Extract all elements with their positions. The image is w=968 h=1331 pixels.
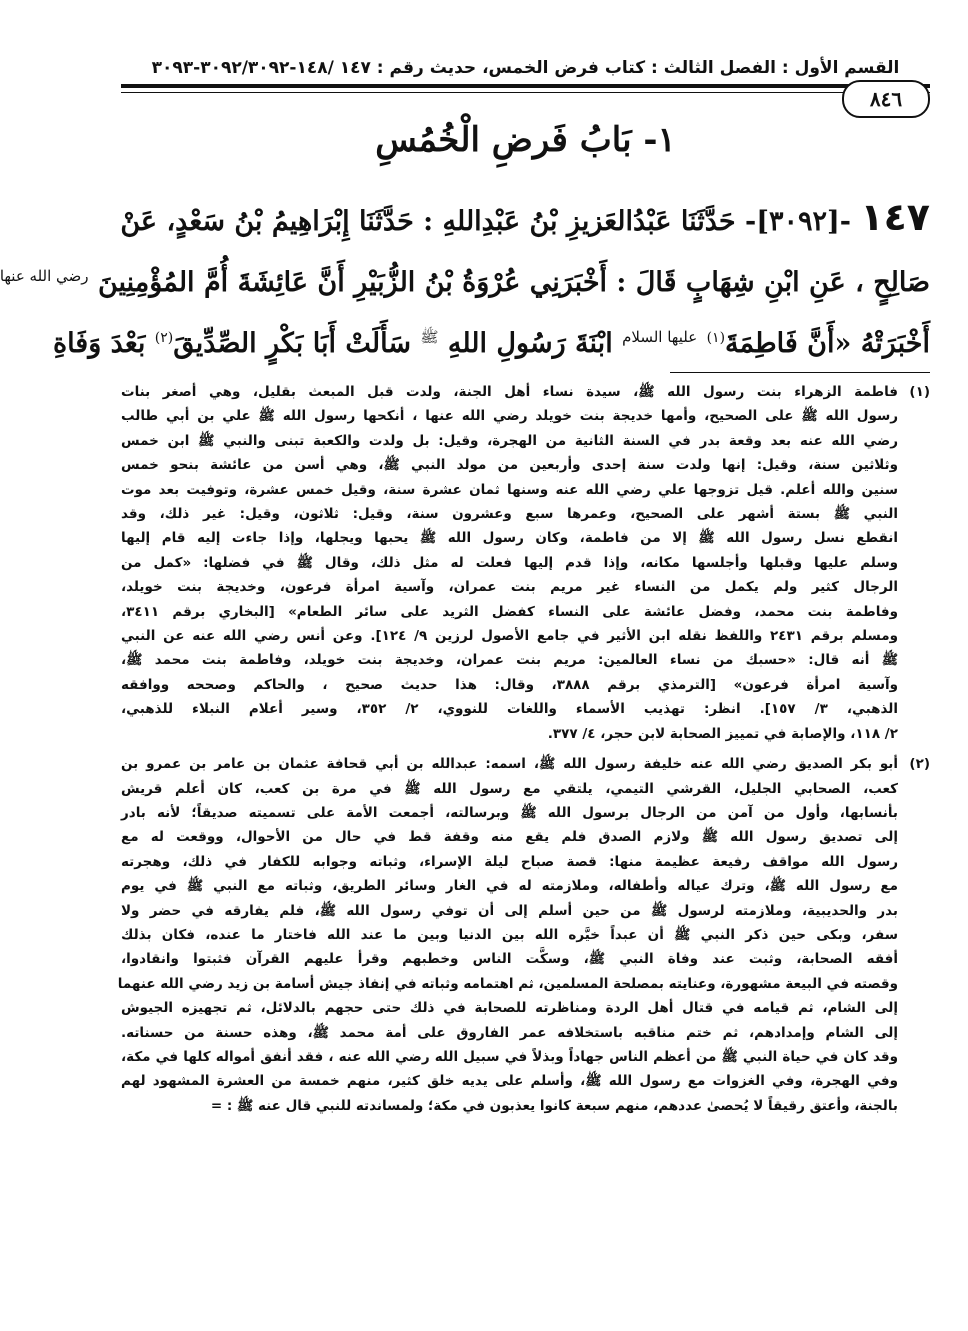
footnote-line: مع رسول الله ﷺ، وترك عياله وأطفاله، وملازمته له في الغار وسائر الطريق، وثباته مع النبي ﷺ في يوم [121, 878, 898, 895]
footnote-line: سفر، وبكى حين ذكر النبي ﷺ أن عبداً خيَّره الله بين الدنيا وبين ما عند الله فاختار ما عنده، فكان بذلك [121, 926, 898, 943]
footnote-line: وآسية امرأة فرعون» [الترمذي برقم ٣٨٨٨، وقال: هذا حديث صحيح ، والحاكم وصححه ووافقه [121, 676, 898, 693]
page-number-badge: ٨٤٦ [842, 80, 930, 118]
footnote-line: فاطمة الزهراء بنت رسول الله ﷺ، سيدة نساء أهل الجنة، ولدت قبل المبعث بقليل، وهي أصغر بنات [121, 384, 898, 400]
hadith-line-3-part-a: أَخْبَرَتْهُ «أَنَّ فَاطِمَةَ [725, 328, 930, 359]
footnote-line: رضي الله عنه بعد وقعة بدر في السنة الثانية من الهجرة، وقيل: بل ولدت والكعبة تبنى والنبي ﷺ ابن خمس [121, 432, 898, 449]
hadith-line-2 [0, 249, 930, 310]
footnote-line: وقد كان في حياة النبي ﷺ من أعظم الناس جهاداً وبذلاً في سبيل الله رضي الله عنه ، فقد أنفق أمواله كلها في مكة، [121, 1048, 898, 1065]
footnote-line: إلى الشام، ثم قيامه في قتال أهل الردة ومناظرته للصحابة في ذلك حتى حجهم بالدلائل، ثم تجهيزه الجيوش [121, 1000, 898, 1017]
honorific-mark: رضي الله عنها [0, 267, 89, 285]
honorific-mark: ﷺ [420, 328, 439, 346]
footnote-line: رسول الله مواقف رفيعة عظيمة منها: قصة صباح ليلة الإسراء، وثباته وجوابه للكفار في ذلك، وهجرته [121, 853, 898, 870]
footnote-line: سنين والله أعلم. قيل تزوجها علي رضي الله عنه وسنها ثمان عشرة سنة، وقيل خمس عشرة، وتوفيت بعد موت [121, 481, 898, 498]
footnote-line: بأنسابها، وأول من آمن من الرجال برسول الله ﷺ وبرسالته، أجمعت الأمة على تسميته صديقاً؛ لأنه بادر [121, 804, 898, 821]
footnote-line: ومسلم برقم ٢٤٣١ واللفظ نقله ابن الأثير في جامع الأصول لرزين ٩/ ١٢٤]. وعن أنس رضي الله عنه عن النبي [121, 628, 898, 645]
footnote-line: وسلم عليها وقبلها وأجلسها مكانه، وإذا قدم إليها فعلت له مثل ذلك، وقال ﷺ في فضلها: «كمل من [121, 554, 898, 571]
footnotes [117, 380, 930, 1118]
hadith-line-3-part-c: سَأَلَتْ أَبَا بَكْرٍ الصِّدِّيقَ [173, 328, 411, 359]
running-header: القسم الأول : الفصل الثالث : كتاب فرض الخمس، حديث رقم : ١٤٧ /١٤٨-٣٠٩٢/٣٠٩٢-٣٠٩٣ [151, 58, 900, 78]
footnote-2 [117, 752, 930, 1118]
footnote-line: وفي الهجرة، وفي الغزوات مع رسول الله ﷺ، وأسلم على يديه خلق كثير، منهم خمسة من العشرة المشهود لهم [121, 1073, 898, 1090]
footnote-line: رسول الله ﷺ على الصحيح، وأمها خديجة بنت خويلد رضي الله عنها ، أنكحها رسول الله ﷺ علي بن أبي طالب [121, 408, 898, 425]
hadith-number: ١٤٧ [860, 195, 930, 239]
footnote-line: ٢/ ١١٨، والإصابة في تمييز الصحابة لابن حجر، ٤/ ٣٧٧. [547, 725, 898, 742]
footnote-line: ﷺ أنه قال: «حسبك من نساء العالمين: مريم بنت عمران، وخديجة بنت خويلد، وفاطمة بنت محمد ﷺ، [121, 652, 898, 669]
footnote-1 [121, 380, 930, 746]
honorific-mark: عليها السلام [622, 328, 698, 346]
hadith-line-1 [121, 190, 930, 249]
chapter-title: ١- بَابُ فَرضِ الْخُمُسِ [375, 120, 676, 160]
hadith-line-3-part-b: ابْنَةَ رَسُولِ اللهِ [447, 328, 613, 359]
footnote-line: النبي ﷺ بستة أشهر على الصحيح، وعمرها سبع وعشرون سنة، وقيل: ثلاثون، وقيل: غير ذلك، وقد [121, 506, 898, 523]
footnotes-separator [670, 372, 930, 373]
footnote-line: انقطع نسل رسول الله ﷺ إلا من فاطمة، وكان رسول الله ﷺ يحبها ويجلها، وإذا جاءت إليه قام إليها [121, 530, 898, 547]
footnote-line: الذهبي، ٣/ ١٥٧]. انظر: تهذيب الأسماء واللغات للنووي، ٢/ ٣٥٢، وسير أعلام النبلاء للذهبي، [121, 701, 898, 718]
hadith-line-2-text: صَالِحٍ ، عَنِ ابْنِ شِهَابٍ قَالَ : أَخْبَرَنِي عُرْوَةُ بْنُ الزُّبَيْرِ أَنَّ عَائِشَةَ أُمَّ المُؤْمِنِينَ [97, 267, 930, 298]
header-rule-thick [121, 84, 930, 88]
footnote-line: أفقه الصحابة، وثبت عند وفاة النبي ﷺ، وسكَّت الناس وخطبهم وقرأ عليهم القرآن فثبتوا وانقادوا، [121, 951, 898, 968]
hadith-line-3 [52, 310, 930, 371]
footnote-line: بدر والحديبية، وملازمته لرسول ﷺ من حين أسلم إلى أن توفي رسول الله ﷺ، فلم يفارقه في حضر ولا [121, 902, 898, 919]
footnote-ref-1[interactable]: (١) [706, 330, 726, 346]
header-rule-thin [121, 92, 930, 93]
footnote-line: الرجال كثير ولم يكمل من النساء غير مريم بنت عمران، وآسية امرأة فرعون، وخديجة بنت خويلد، [121, 579, 898, 596]
footnote-line: بالجنة، وأعتق رقيقاً لا يُحصىٰ عددهم، منهم سبعة كانوا يعذبون في مكة؛ ولمساندته للنبي قال عنه ﷺ : = [210, 1097, 898, 1114]
footnote-label: (١) [909, 384, 930, 400]
footnote-line: إلى تصديق رسول الله ﷺ ولازم الصدق فلم يقع منه وقفة قط في حال من الأحوال، ووقعت له مع [121, 829, 898, 846]
hadith-text [0, 190, 930, 359]
footnote-line: كعب، الصحابي الجليل، القرشي التيمي، يلتقي مع رسول الله ﷺ في مرة بن كعب، كان أعلم قريش [121, 780, 898, 797]
hadith-line-3-part-d: بَعْدَ وَفَاةِ [52, 328, 146, 359]
footnote-line: أبو بكر الصديق رضي الله عنه خليفة رسول الله ﷺ، اسمه: عبدالله بن أبي قحافة عثمان بن عامر بن عمرو بن [121, 756, 898, 773]
footnote-ref-2[interactable]: (٢) [154, 330, 174, 346]
footnote-line: وقصته في البيعة مشهورة، وعنايته بمصلحة المسلمين، ثم اهتمامه وثباته في إنفاذ جيش أسامة بن زيد رضي الله عنهما [117, 975, 898, 992]
footnote-line: وفاطمة بنت محمد، وفضل عائشة على النساء كفضل الثريد على سائر الطعام» [البخاري برقم ٣٤١١، [121, 603, 898, 620]
hadith-line-1-text: -[٣٠٩٢]- حَدَّثَنَا عَبْدُالعَزيزِ بْنُ عَبْدِاللهِ : حَدَّثَنَا إِبْرَاهِيمُ بْنُ سَعْدٍ، عَنْ [120, 206, 851, 237]
footnote-label: (٢) [909, 756, 930, 773]
footnote-line: إلى الشام وإمدادهم، ثم ختم مناقبه باستخلافه عمر الفاروق على أمة محمد ﷺ، وهذه حسنة من حسناته. [121, 1024, 898, 1041]
footnote-line: وثلاثين سنة، وقيل: إنها ولدت سنة إحدى وأربعين من مولد النبي ﷺ، وهي أسن من عائشة بنحو خمس [121, 457, 898, 474]
